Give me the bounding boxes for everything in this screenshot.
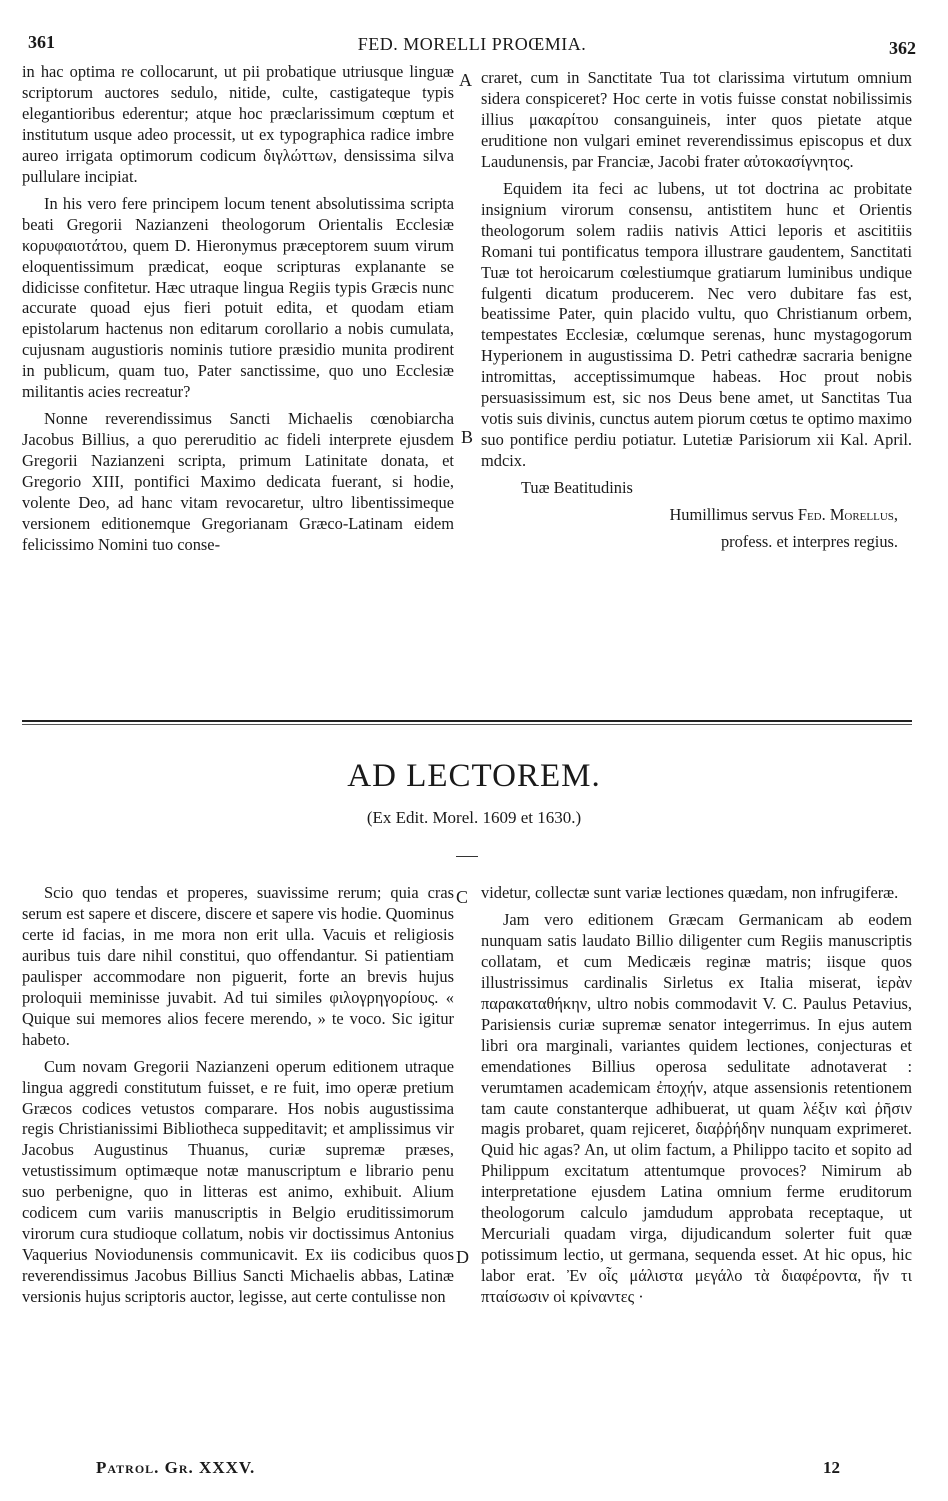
signature-title: profess. et interpres regius. [720,532,898,552]
column-top-right [481,68,912,553]
running-title: FED. MORELLI PROŒMIA. [357,34,587,54]
section-marker-c: C [456,887,469,907]
footer-volume: Patrol. Gr. XXXV. [96,1458,256,1477]
paragraph: Nonne reverendissimus Sancti Michaelis cœnobiarcha Jacobus Billius, a quo pereruditio ac fideli interprete ejusdem Gregorii Nazianzeni scripta, primum Latinitate donata, et Gregorio XIII, pontifici Maximo dedicata fuerant, si hodie, volente Deo, ad hanc vitam revocaretur, ultro libentissimeque versionem editionemque Gregorianam Græco-Latinam eidem felicissimo Nomini tuo conse- [22,409,454,554]
page-footer [96,1458,840,1484]
page-number-right: 362 [889,38,916,58]
short-rule [456,856,478,857]
column-top-left [22,62,454,556]
paragraph: Cum novam Gregorii Nazianzeni operum editionem utraque lingua aggredi constitutum fuisset, e re fuit, imo operæ pretium Græcos codices vetustos comparare. Hos nobis augustissima regis Christianissimi Bibliotheca suppeditavit; et amplissimus vir Jacobus Augustinus Thuanus, curiæ supremæ præses, vetustissimum optimæque notæ manuscriptum e librario penu suo perbenigne, quo in litteras est animo, exhibuit. Alium codicem cum variis manuscriptis in Belgio eruditissimorum virorum cura studioque collatum, nobis vir doctissimus Antonius Vaquerius Noviodunensis communicavit. Ex iis codicibus quos reverendissimus Jacobus Billius Sancti Michaelis abbas, Latinæ versionis hujus scriptoris auctor, legisse, aut certe contulisse non [22,1056,454,1307]
section-marker-b: B [461,427,474,447]
signature-prefix: Humillimus servus [669,505,798,525]
section-divider [22,720,912,722]
section-divider-thin [22,724,912,725]
paragraph: in hac optima re collocarunt, ut pii probatique utriusque linguæ scriptorum auctores sedulo, nitide, culte, castigateque typis elegantioribus ederentur; atque hoc præclarissimum cœptum et institutum usque adeo processit, ut ex typographica radice imbre aureo irrigata optimorum codicum διγλώττων, densissima silva pullulare incipiat. [22,62,454,186]
section-marker-a: A [459,70,472,90]
running-head [28,32,916,58]
signature-author: Fed. Morellus, [797,505,898,525]
section-marker-d: D [456,1247,469,1267]
paragraph: videtur, collectæ sunt variæ lectiones quædam, non infrugiferæ. [481,883,899,902]
signature-name [481,505,912,526]
column-bottom-left [22,883,454,1308]
paragraph: Jam vero editionem Græcam Germanicam ab eodem nunquam satis laudato Billio diligenter cum Regiis manuscriptis collatam, et cum Medicæis reginæ matris; iisque quos illustrissimus cardinalis Sirletus ex Italia miserat, ἱερὰν παρακαταθήκην, ultro nobis commodavit V. C. Paulus Petavius, Parisiensis curiæ supremæ senator integerrimus. In ejus autem libri ora marginali, variantes quidem lectiones, conjecturas et emendationes Billius operosa sedulitate adnotaverat : verumtamen academicam ἐποχήν, atque assensionis retentionem tam caute constanterque adhibuerat, ut quam λέξιν καὶ ῥῆσιν magis probaret, quam rejiceret, διαῤῥήδην nunquam exprimeret. Quid hic agas? An, ut olim factum, a Philippo tacito et sopito ad Philippum excitatum attentumque provoces? Nimirum ab interpretatione ejusdem Latina omnium ferme eruditorum theologorum calculo jamdudum approbata receptaque, ut Mercuriali quadam virga, dijudicandum solerter fuit quæ potissimum lectio, ut germana, sequenda esset. At hic opus, hic labor erat. Ἐν οἷς μάλιστα μεγάλο τὰ διαφέροντα, ἥν τι πταίσωσιν οἱ κρίναντες · [481,909,912,1307]
signature-salutation: Tuæ Beatitudinis [521,478,633,498]
footer-signature-number: 12 [823,1458,840,1477]
paragraph: craret, cum in Sanctitate Tua tot clarissima virtutum omnium sidera conspiceret? Hoc certe in votis fuisse constat nobilissimis illius μακαρίτου consanguineis, inter quos pietate atque eruditione non vulgari eminet reverendissimus episcopus et dux Laudunensis, par Franciæ, Jacobi frater αὐτοκασίγνητος. [481,68,912,171]
page-number-left: 361 [28,32,55,52]
paragraph: In his vero fere principem locum tenent absolutissima scripta beati Gregorii Nazianzeni theologorum Orientalis Ecclesiæ κορυφαιοτάτου, quem D. Hieronymus præceptorem suum virum eloquentissimum prædicat, eoque scripturas explanante se didicisse confitetur. Hæc utraque lingua Regiis typis Græcis nunc accurate quoad ejus fieri potuit edita, et quodam etiam epistolarum hactenus non editarum corollario a nobis cumulata, cujusnam augustioris nominis tutiore præsidio munita prodirent in publicum, quam tuo, Pater sanctissime, quo uno Ecclesiæ militantis acies recreatur? [22,193,454,402]
paragraph: Scio quo tendas et properes, suavissime rerum; quia cras serum est sapere et discere, discere et sapere vis hodie. Quominus certe id facias, in me mora non erit ulla. Vacuis et religiosis auribus tuis dare nihil constitui, quo offendantur. Si patientiam paulisper accommodare non piguerit, forte an brevis hujus proloquii meminisse juvabit. Ad tui similes φιλογρηγορίους. « Quique sui memores alios fecere merendo, » te voco. Sic igitur habeto. [22,883,454,1049]
section-title: AD LECTOREM. [347,758,601,794]
paragraph: Equidem ita feci ac lubens, ut tot doctrina ac probitate insignium virorum consensu, antistitem hunc et Orientis theologorum solem radiis nativis Attici leporis et ascititiis Romani tui pontificatus tempora illustrare gaudentem, Sanctitati Tuæ tot heroicarum cœlestiumque gratiarum luminibus undique fulgenti dicatum producerem. Nec vero dubitare fas est, beatissime Pater, quin placido vultu, quo Christianum orbem, tempestates Ecclesiæ, cœlumque serenas, hunc mystagogorum Hyperionem in augustissima D. Petri cathedræ sacraria benigne intromittas, acceptissimumque habeas. Hoc prout nobis persuasissimum est, sic nos Deus bene amet, ut Sanctitas Tua votis suis divinis, cunctus autem piorum cœtus te optimo maximo suo pontifice perdiu potiatur. Lutetiæ Parisiorum xii Kal. April. mdcix. [481,178,912,471]
column-bottom-right [481,883,912,1308]
section-subtitle: (Ex Edit. Morel. 1609 et 1630.) [366,808,582,827]
